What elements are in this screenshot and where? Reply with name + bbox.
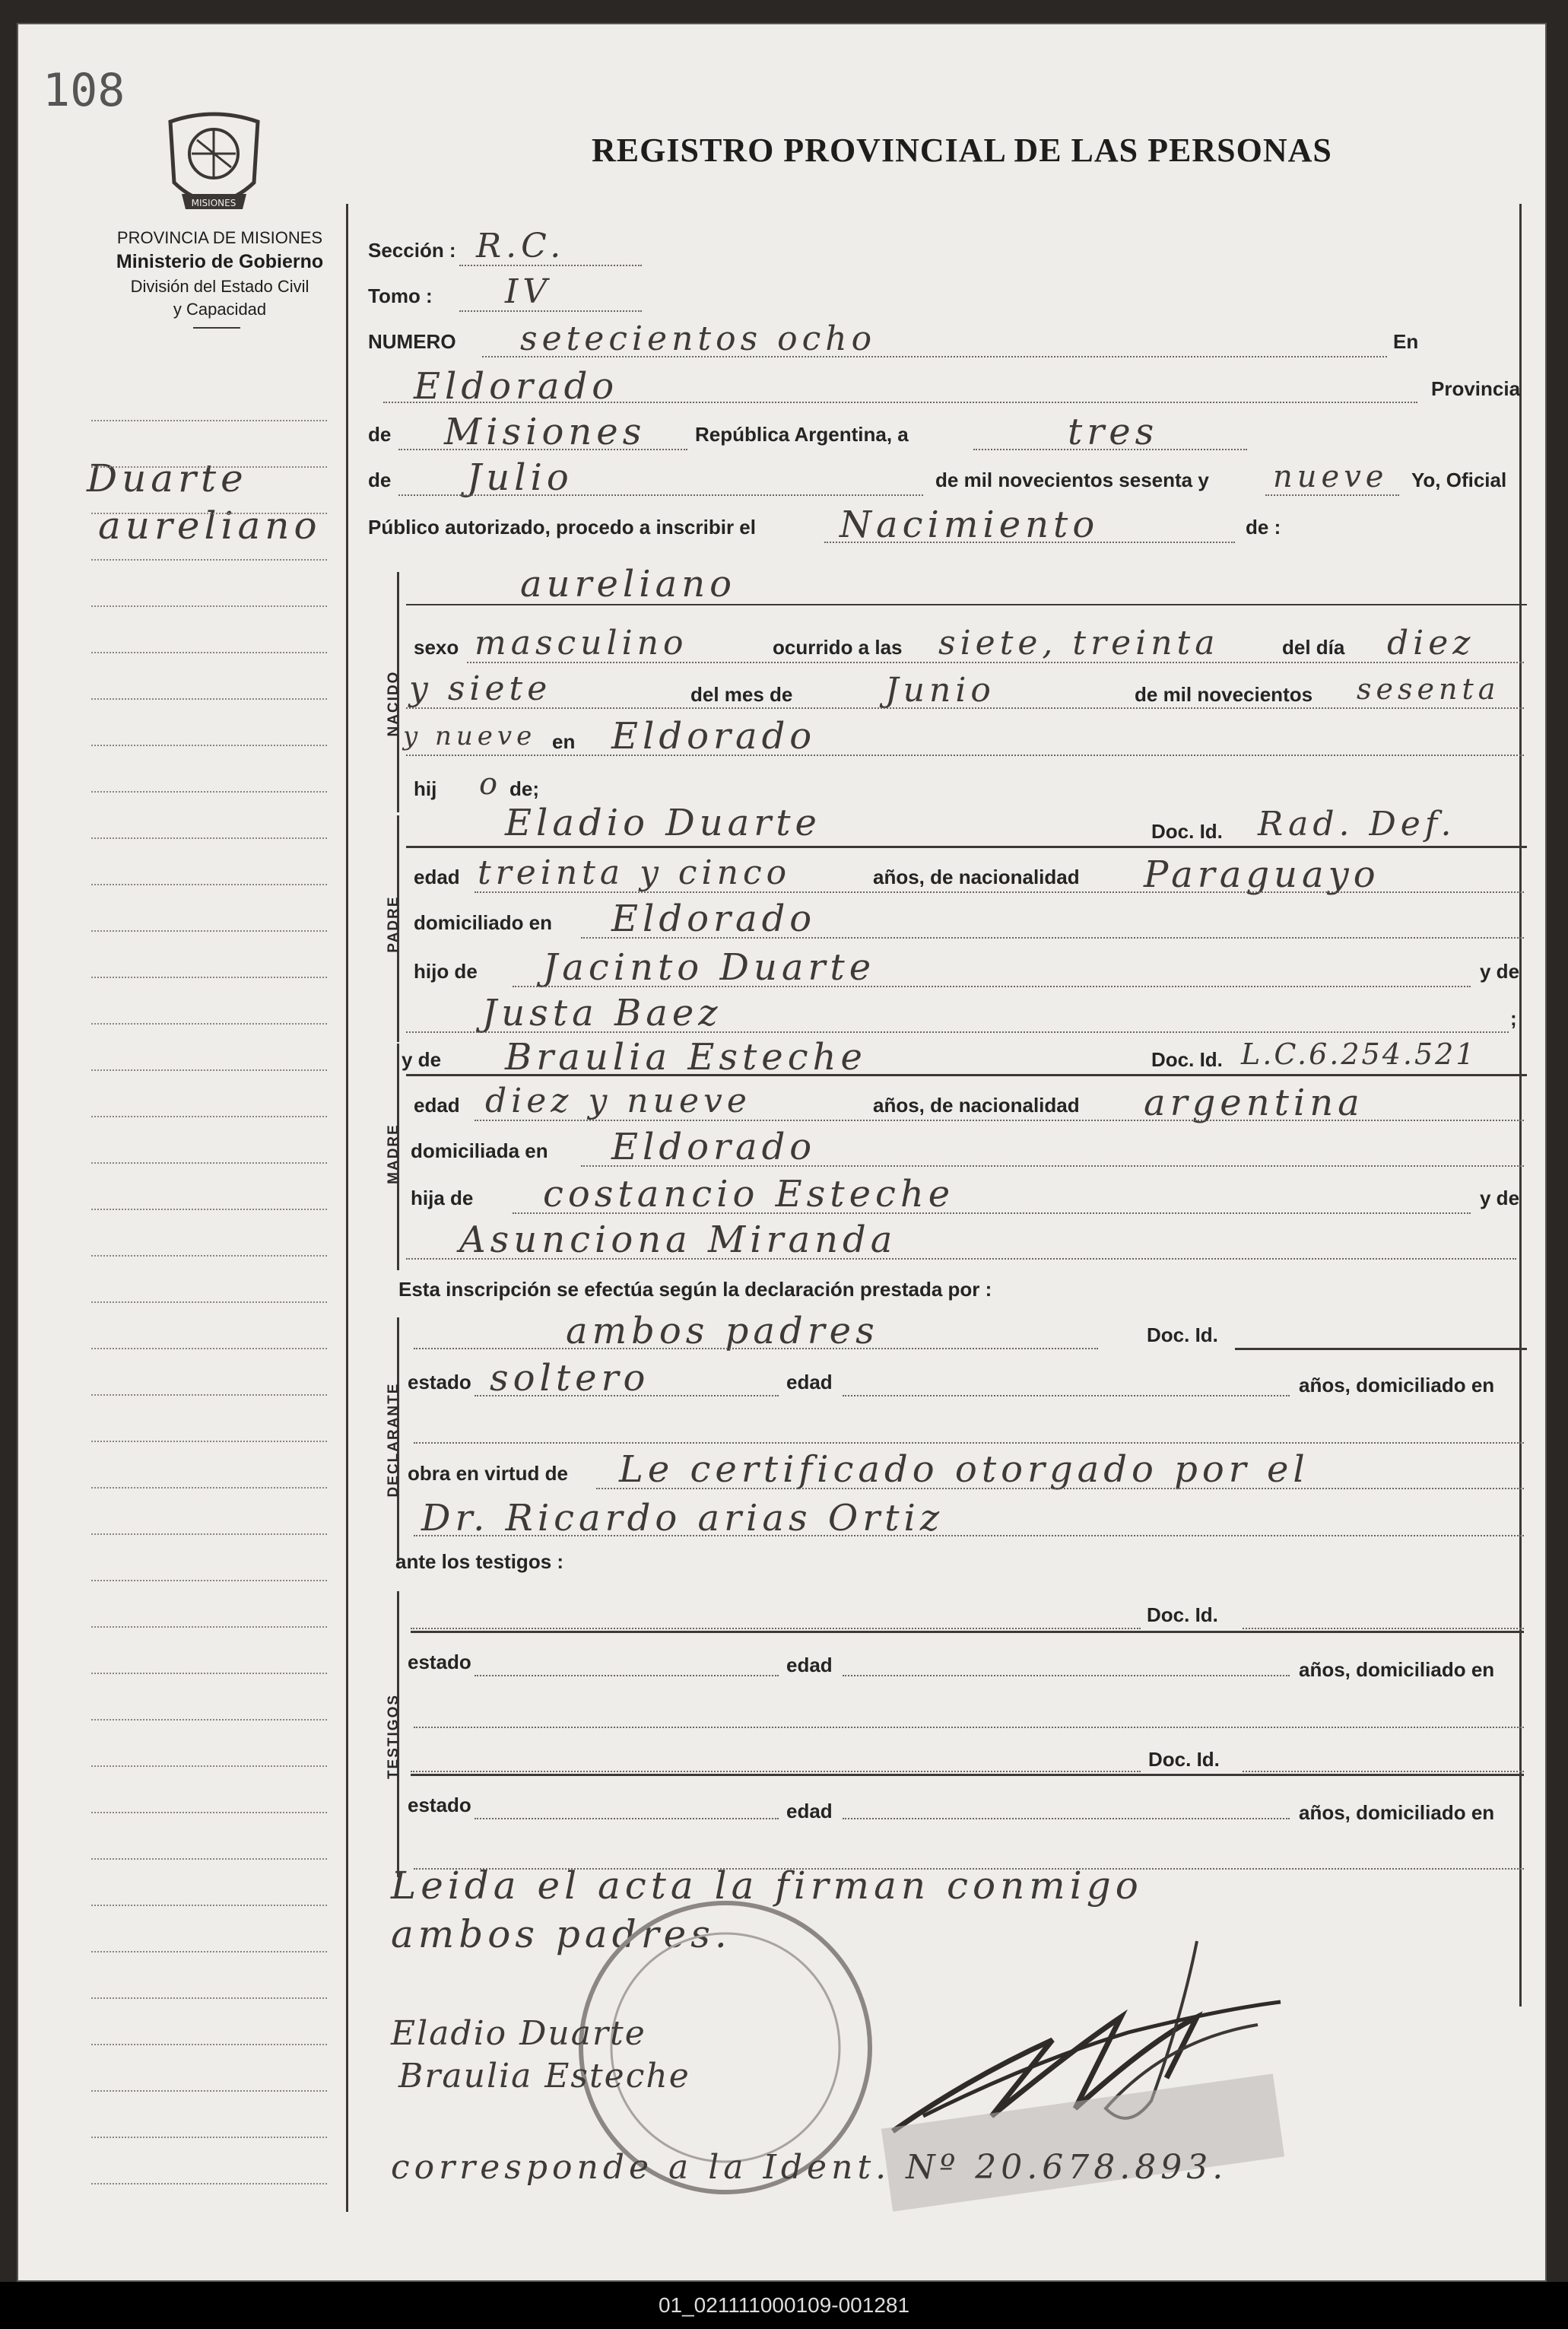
label-provincia: Provincia: [1431, 377, 1521, 400]
rule: [411, 1774, 1524, 1776]
label-ocurrido: ocurrido a las: [773, 636, 903, 659]
margin-rule: [91, 1580, 327, 1581]
label-semicolon: ;: [1510, 1007, 1517, 1030]
margin-rule: [91, 2183, 327, 2184]
value-madre-madre: Asunciona Miranda: [459, 1219, 897, 1261]
section-nacido-label: NACIDO: [386, 670, 402, 737]
label-esta-inscripcion: Esta inscripción se efectúa según la declaración prestada por :: [398, 1278, 992, 1301]
margin-rule: [91, 1116, 327, 1117]
value-lugar: Eldorado: [414, 365, 619, 408]
division-line-2: y Capacidad: [173, 300, 267, 319]
rule: [406, 1074, 1527, 1076]
heading-divider: [193, 327, 240, 329]
margin-rule: [91, 652, 327, 653]
label-de: de: [368, 423, 392, 446]
margin-rule: [91, 745, 327, 746]
label-hijo-de: hijo de: [414, 960, 478, 983]
value-madre-padre: costancio Esteche: [543, 1173, 955, 1215]
margin-rule: [91, 1905, 327, 1906]
value-mes-nac: Junio: [885, 671, 995, 710]
value-anio-nac-2: y nueve: [403, 721, 537, 751]
margin-rule: [91, 1719, 327, 1721]
label-edad-testigo-2: edad: [786, 1800, 833, 1822]
margin-rule: [91, 2090, 327, 2092]
margin-rule: [91, 1997, 327, 1999]
value-padre-doc: Rad. Def.: [1258, 805, 1456, 844]
value-hij-suffix: o: [479, 767, 503, 802]
closing-line-1: Leida el acta la firman conmigo: [391, 1864, 1143, 1908]
label-anos-nac-padre: años, de nacionalidad: [873, 866, 1080, 888]
value-madre-nombre: Braulia Esteche: [505, 1036, 867, 1079]
margin-rule: [91, 1673, 327, 1674]
label-sexo: sexo: [414, 636, 459, 659]
register-page: [17, 23, 1547, 2282]
margin-rule: [91, 698, 327, 700]
label-de-2: de: [368, 469, 392, 491]
section-madre-label: MADRE: [386, 1123, 402, 1184]
label-seccion: Sección :: [368, 239, 456, 262]
value-obra-2: Dr. Ricardo arias Ortiz: [421, 1497, 944, 1539]
label-doc-testigo-1: Doc. Id.: [1147, 1603, 1218, 1626]
label-edad-testigo-1: edad: [786, 1654, 833, 1676]
dotline: [414, 1348, 1098, 1349]
label-edad-declarante: edad: [786, 1371, 833, 1393]
label-estado-testigo-1: estado: [408, 1651, 471, 1673]
margin-rule: [91, 420, 327, 421]
label-obra: obra en virtud de: [408, 1462, 568, 1485]
division-line-1: División del Estado Civil: [130, 277, 309, 296]
dotline: [1243, 1628, 1524, 1629]
label-del-dia: del día: [1282, 636, 1345, 659]
value-hora: siete, treinta: [938, 624, 1220, 662]
dotline: [475, 1395, 779, 1396]
dotline: [482, 356, 1387, 357]
margin-rule: [91, 1209, 327, 1210]
footer-id: 01_021111000109-001281: [0, 2282, 1568, 2329]
label-domiciliado-padre: domiciliado en: [414, 911, 553, 934]
label-anos-dom-declarante: años, domiciliado en: [1299, 1374, 1495, 1396]
value-padre-domicilio: Eldorado: [611, 898, 817, 940]
rule: [406, 846, 1527, 848]
label-del-mes: del mes de: [690, 683, 793, 706]
dotline: [513, 986, 1471, 987]
value-anio-nac-1: sesenta: [1357, 672, 1500, 706]
section-padre-label: PADRE: [386, 895, 402, 953]
dotline: [475, 1818, 779, 1819]
dotline: [383, 402, 1417, 403]
dotline: [414, 1727, 1524, 1728]
margin-rule: [91, 930, 327, 932]
label-republica: República Argentina, a: [695, 423, 909, 446]
dotline: [414, 1442, 1524, 1444]
value-tomo: IV: [505, 272, 552, 311]
dotline: [411, 1771, 1141, 1772]
label-en-nac: en: [552, 730, 576, 753]
label-de-colon: de :: [1246, 516, 1281, 539]
dotline: [843, 1675, 1290, 1676]
label-estado-declarante: estado: [408, 1371, 471, 1393]
dotline: [475, 891, 1524, 893]
label-doc-declarante: Doc. Id.: [1147, 1323, 1218, 1346]
value-padre-padre: Jacinto Duarte: [543, 946, 876, 989]
label-estado-testigo-2: estado: [408, 1794, 471, 1816]
page-number: 108: [43, 64, 125, 117]
value-obra-1: Le certificado otorgado por el: [619, 1448, 1309, 1491]
page-title: REGISTRO PROVINCIAL DE LAS PERSONAS: [592, 132, 1332, 169]
dotline: [843, 1395, 1290, 1396]
signature-mother: Braulia Esteche: [398, 2057, 690, 2095]
dotline: [411, 1628, 1141, 1629]
value-padre-nacionalidad: Paraguayo: [1144, 853, 1380, 896]
margin-given-name: aureliano: [98, 504, 322, 548]
label-domiciliada-madre: domiciliada en: [411, 1139, 548, 1162]
value-dia-nac-1: diez: [1387, 624, 1475, 662]
dotline: [1265, 494, 1399, 496]
dotline: [406, 1258, 1516, 1260]
dotline: [596, 1488, 1524, 1489]
label-doc-padre: Doc. Id.: [1151, 820, 1223, 843]
label-yo-oficial: Yo, Oficial: [1411, 469, 1507, 491]
label-anos-dom-testigo-1: años, domiciliado en: [1299, 1658, 1495, 1681]
margin-rule: [91, 1951, 327, 1952]
dotline: [581, 1165, 1524, 1167]
value-seccion: R.C.: [476, 227, 566, 265]
seal-text: MISIONES: [191, 198, 236, 208]
dotline: [581, 937, 1524, 939]
margin-rule: [91, 1765, 327, 1767]
label-anos-dom-testigo-2: años, domiciliado en: [1299, 1801, 1495, 1824]
margin-rule: [91, 884, 327, 885]
value-numero: setecientos ocho: [520, 319, 877, 358]
margin-rule: [91, 2044, 327, 2045]
value-padre-madre: Justa Baez: [482, 992, 722, 1034]
margin-rule: [91, 791, 327, 793]
dotline: [475, 1120, 1524, 1121]
value-madre-domicilio: Eldorado: [611, 1126, 817, 1168]
ministry-name: Ministerio de Gobierno: [116, 251, 324, 272]
label-de-semi: de;: [509, 777, 539, 800]
dotline: [467, 662, 1524, 663]
dotline: [843, 1818, 1290, 1819]
margin-rule: [91, 977, 327, 978]
rule: [411, 1631, 1524, 1633]
label-tomo: Tomo :: [368, 284, 433, 307]
value-madre-edad: diez y nueve: [485, 1082, 751, 1120]
margin-rule: [91, 1069, 327, 1071]
label-numero: NUMERO: [368, 330, 456, 353]
margin-rule: [91, 1255, 327, 1257]
dotline: [459, 310, 642, 312]
value-padre-nombre: Eladio Duarte: [505, 802, 821, 844]
dotline: [973, 449, 1247, 450]
dotline: [398, 494, 923, 496]
label-hija-de: hija de: [411, 1187, 474, 1209]
margin-rule: [91, 1162, 327, 1164]
signature-father: Eladio Duarte: [391, 2014, 646, 2053]
value-declarante-nombre: ambos padres: [566, 1310, 879, 1352]
label-publico: Público autorizado, procedo a inscribir el: [368, 516, 756, 539]
dotline: [824, 542, 1235, 543]
value-mes: Julio: [467, 456, 573, 499]
label-hij: hij: [414, 777, 437, 800]
dotline: [406, 755, 1524, 756]
value-nombre: aureliano: [520, 563, 737, 605]
label-anos-nac-madre: años, de nacionalidad: [873, 1094, 1080, 1117]
dotline: [459, 265, 642, 266]
value-anio: nueve: [1273, 459, 1389, 494]
margin-rule: [91, 1858, 327, 1860]
margin-rule: [91, 1487, 327, 1489]
label-ante-testigos: ante los testigos :: [395, 1550, 564, 1573]
closing-line-2: ambos padres.: [391, 1912, 732, 1956]
closing-note: corresponde a la Ident. Nº 20.678.893.: [391, 2148, 1228, 2187]
label-y-de-padre: y de: [1480, 960, 1520, 983]
section-testigos-label: TESTIGOS: [386, 1693, 402, 1780]
value-sexo: masculino: [475, 624, 688, 662]
margin-rule: [91, 466, 327, 468]
margin-surname: Duarte: [87, 456, 248, 500]
margin-rule: [91, 559, 327, 561]
value-dia: tres: [1068, 411, 1159, 453]
rule: [1235, 1348, 1527, 1350]
value-dia-nac-2: y siete: [409, 669, 552, 708]
margin-rule: [91, 1394, 327, 1396]
value-padre-edad: treinta y cinco: [478, 853, 792, 892]
rule: [406, 604, 1527, 605]
label-de-mil: de mil novecientos sesenta y: [935, 469, 1209, 491]
margin-rule: [91, 1348, 327, 1349]
province-name: PROVINCIA DE MISIONES: [116, 228, 323, 247]
value-declarante-estado: soltero: [490, 1357, 650, 1400]
margin-rule: [91, 605, 327, 607]
label-doc-madre: Doc. Id.: [1151, 1048, 1223, 1071]
dotline: [406, 707, 1524, 709]
margin-rule: [91, 1626, 327, 1628]
value-madre-doc: L.C.6.254.521: [1241, 1037, 1477, 1071]
dotline: [406, 1031, 1509, 1033]
value-acto: Nacimiento: [840, 504, 1100, 546]
frame-right-line: [1519, 204, 1522, 2006]
margin-rule: [91, 1301, 327, 1303]
label-y-de-madre-row: y de: [402, 1048, 442, 1071]
margin-rule: [91, 2137, 327, 2138]
dotline: [414, 1535, 1524, 1536]
label-edad-madre: edad: [414, 1094, 460, 1117]
dotline: [513, 1212, 1471, 1214]
margin-rule: [91, 513, 327, 514]
value-madre-nacionalidad: argentina: [1144, 1082, 1364, 1124]
margin-rule: [91, 1812, 327, 1813]
value-lugar-nac: Eldorado: [611, 715, 817, 758]
label-edad-padre: edad: [414, 866, 460, 888]
margin-rule: [91, 1441, 327, 1442]
dotline: [475, 1675, 779, 1676]
margin-rule: [91, 1533, 327, 1535]
label-en: En: [1393, 330, 1419, 353]
section-declarante-label: DECLARANTE: [386, 1382, 402, 1498]
label-de-mil-nov: de mil novecientos: [1135, 683, 1313, 706]
margin-rule: [91, 837, 327, 839]
dotline: [398, 449, 687, 450]
frame-left-line: [346, 204, 348, 2212]
label-doc-testigo-2: Doc. Id.: [1148, 1748, 1220, 1771]
dotline: [1243, 1771, 1524, 1772]
value-provincia: Misiones: [444, 411, 646, 453]
coat-of-arms-icon: [163, 106, 265, 219]
margin-rule: [91, 1023, 327, 1025]
label-y-de-madre: y de: [1480, 1187, 1520, 1209]
